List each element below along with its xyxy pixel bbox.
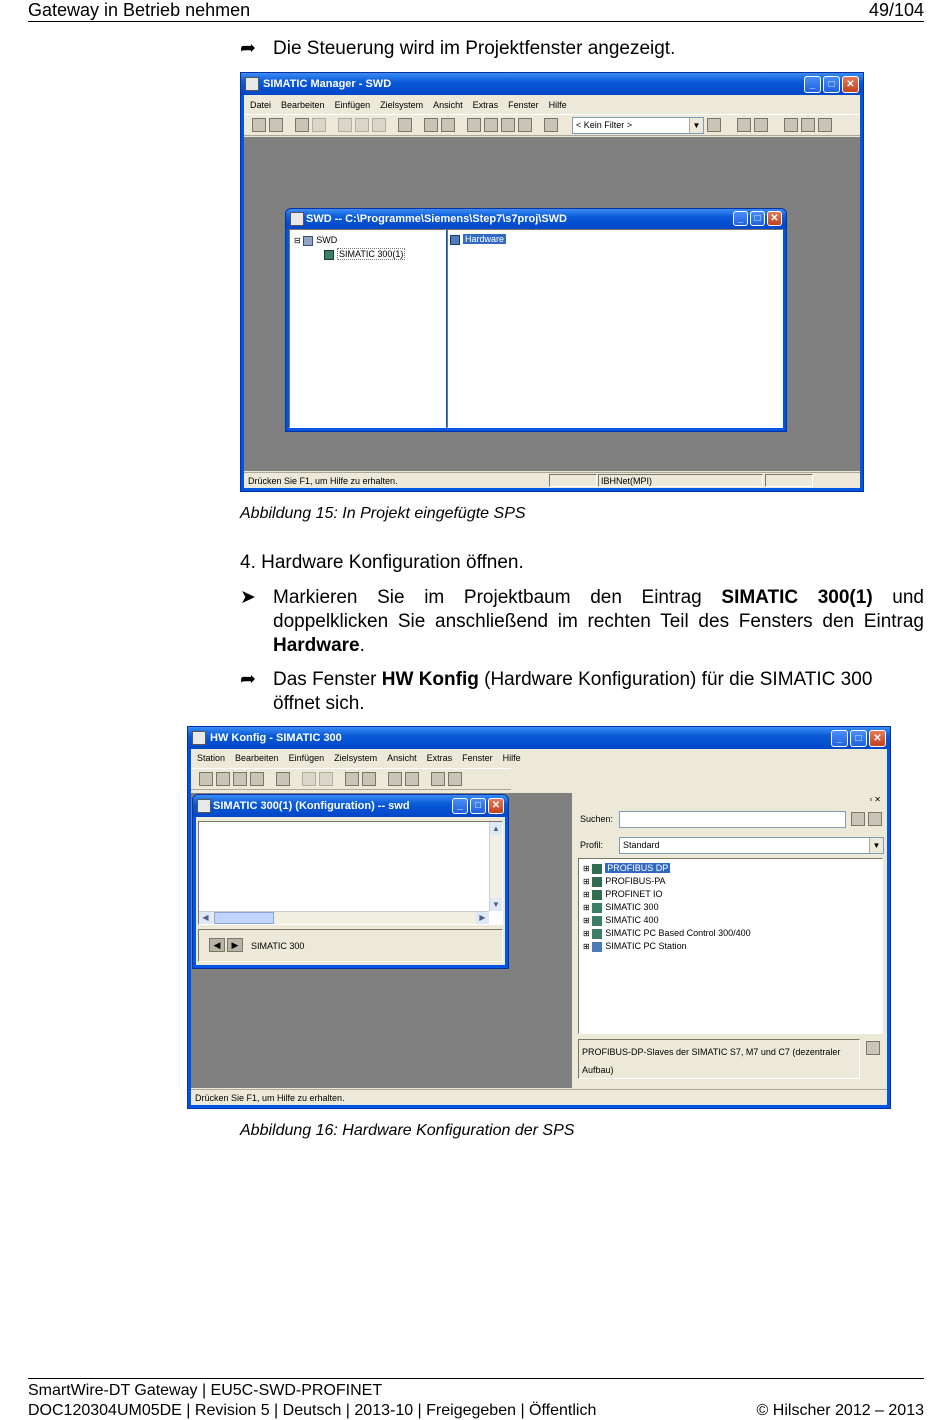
- hw-app-icon: [192, 731, 206, 745]
- figure-16-caption: Abbildung 16: Hardware Konfiguration der SPS: [240, 1122, 575, 1139]
- menu-ansicht[interactable]: Ansicht: [387, 753, 417, 763]
- online-icon[interactable]: [424, 118, 438, 132]
- rack-view: [198, 821, 503, 925]
- project-title-bar: [286, 209, 786, 229]
- hw-title-bar: [188, 727, 890, 749]
- catalog-item-simatic-400[interactable]: ⊞ SIMATIC 400: [583, 915, 659, 925]
- hw-close-button[interactable]: ✕: [869, 730, 886, 747]
- hardware-icon: [450, 235, 460, 245]
- scroll-up-icon[interactable]: ▲: [490, 822, 502, 835]
- menu-ansicht[interactable]: Ansicht: [433, 100, 463, 110]
- menu-bearbeiten[interactable]: Bearbeiten: [281, 100, 325, 110]
- project-window: [285, 208, 787, 432]
- tile-vertical-icon[interactable]: [818, 118, 832, 132]
- config-title-bar: [193, 795, 508, 817]
- status-bar: [244, 472, 860, 488]
- minimize-button[interactable]: _: [804, 76, 821, 93]
- large-icons-icon[interactable]: [467, 118, 481, 132]
- config-maximize-button[interactable]: □: [470, 798, 486, 814]
- config-icon: [197, 799, 211, 813]
- info-text: PROFIBUS-DP-Slaves der SIMATIC S7, M7 und C7 (dezentraler Aufbau): [582, 1047, 841, 1075]
- paste-icon[interactable]: [319, 772, 333, 786]
- menu-einfuegen[interactable]: Einfügen: [288, 753, 325, 763]
- profile-value: Standard: [623, 840, 660, 850]
- header-title: Gateway in Betrieb nehmen: [28, 0, 251, 20]
- search-next-icon[interactable]: [851, 812, 865, 826]
- simatic-manager-window: [240, 72, 864, 492]
- step-4: 4. Hardware Konfiguration öffnen.: [240, 552, 524, 573]
- profile-label: Profil:: [580, 840, 604, 850]
- info-toggle-icon[interactable]: [866, 1041, 880, 1055]
- network-icon[interactable]: [295, 118, 309, 132]
- small-icons-icon[interactable]: [484, 118, 498, 132]
- search-input[interactable]: [619, 811, 846, 828]
- maximize-button[interactable]: □: [823, 76, 840, 93]
- copy-icon[interactable]: [302, 772, 316, 786]
- menu-fenster[interactable]: Fenster: [462, 753, 493, 763]
- catalog-item-profinet-io[interactable]: ⊞ PROFINET IO: [583, 889, 663, 899]
- title-bar: [241, 73, 863, 95]
- menu-extras[interactable]: Extras: [426, 753, 453, 763]
- station-icon: [324, 250, 334, 260]
- menu-zielsystem[interactable]: Zielsystem: [380, 100, 424, 110]
- hw-window-title: HW Konfig - SIMATIC 300: [210, 732, 342, 744]
- footer-line-2: DOC120304UM05DE | Revision 5 | Deutsch | 2013-10 | Freigegeben | Öffentlich: [28, 1402, 597, 1419]
- accessible-nodes-icon[interactable]: [441, 118, 455, 132]
- hw-menu-bar: [191, 750, 887, 766]
- download-icon[interactable]: [345, 772, 359, 786]
- instruction-bullet-icon: ➤: [240, 587, 256, 608]
- menu-hilfe[interactable]: Hilfe: [548, 100, 567, 110]
- catalog-item-simatic-300[interactable]: ⊞ SIMATIC 300: [583, 902, 659, 912]
- catalog-pane: [574, 793, 887, 1088]
- project-minimize-button[interactable]: _: [733, 211, 748, 226]
- catalog-icon[interactable]: [431, 772, 445, 786]
- catalog-item-profibus-pa[interactable]: ⊞ PROFIBUS-PA: [583, 876, 666, 886]
- back-arrow-icon[interactable]: ◀: [209, 938, 225, 952]
- figure-15-caption: Abbildung 15: In Projekt eingefügte SPS: [240, 505, 526, 522]
- close-button[interactable]: ✕: [842, 76, 859, 93]
- copy-icon[interactable]: [355, 118, 369, 132]
- forward-arrow-icon[interactable]: ▶: [227, 938, 243, 952]
- menu-extras[interactable]: Extras: [472, 100, 499, 110]
- page-footer: [28, 1378, 924, 1420]
- new-icon[interactable]: [199, 772, 213, 786]
- project-content: [447, 229, 783, 428]
- chevron-down-icon: ▼: [869, 838, 883, 853]
- catalog-item-profibus-dp[interactable]: ⊞ PROFIBUS DP: [583, 863, 669, 873]
- hw-mdi-area: [191, 793, 572, 1088]
- filter-value: < Kein Filter >: [576, 119, 633, 130]
- profile-select[interactable]: [619, 837, 884, 854]
- tile-horizontal-icon[interactable]: [801, 118, 815, 132]
- app-icon: [245, 77, 259, 91]
- hardware-item[interactable]: Hardware: [450, 233, 506, 245]
- status-text: Drücken Sie F1, um Hilfe zu erhalten.: [248, 476, 398, 486]
- project-window-title: SWD -- C:\Programme\Siemens\Step7\s7proj\SWD: [306, 213, 567, 225]
- save-icon[interactable]: [233, 772, 247, 786]
- print-icon[interactable]: [312, 118, 326, 132]
- hw-status-text: Drücken Sie F1, um Hilfe zu erhalten.: [195, 1093, 345, 1103]
- list-icon[interactable]: [501, 118, 515, 132]
- scroll-down-icon[interactable]: ▼: [490, 898, 502, 911]
- menu-bar: [244, 97, 860, 113]
- save-compile-icon[interactable]: [250, 772, 264, 786]
- page-header: [28, 0, 924, 22]
- filter-select[interactable]: [572, 117, 704, 134]
- result-arrow-icon: ➦: [240, 669, 256, 690]
- vertical-scrollbar[interactable]: [489, 822, 502, 911]
- plc-icon: [592, 903, 602, 913]
- cascade-icon[interactable]: [784, 118, 798, 132]
- hw-status-bar: [191, 1089, 887, 1105]
- station-label: SIMATIC 300: [251, 941, 305, 951]
- scroll-right-icon[interactable]: ▶: [476, 912, 489, 924]
- open-icon[interactable]: [269, 118, 283, 132]
- cut-icon[interactable]: [338, 118, 352, 132]
- catalog-tree: [578, 858, 883, 1034]
- paste-icon[interactable]: [372, 118, 386, 132]
- print-icon[interactable]: [276, 772, 290, 786]
- scroll-left-icon[interactable]: ◀: [199, 912, 212, 924]
- catalog-item-pc-based-control[interactable]: ⊞ SIMATIC PC Based Control 300/400: [583, 928, 751, 938]
- hw-maximize-button[interactable]: □: [850, 730, 867, 747]
- pc-icon: [592, 942, 602, 952]
- footer-copyright: © Hilscher 2012 – 2013: [756, 1402, 924, 1419]
- plc-icon: [592, 916, 602, 926]
- config-window: [192, 794, 509, 969]
- pane-controls[interactable]: ▫✕: [869, 795, 883, 804]
- status-interface: IBHNet(MPI): [598, 474, 763, 487]
- catalog-item-pc-station[interactable]: ⊞ SIMATIC PC Station: [583, 941, 687, 951]
- menu-einfuegen[interactable]: Einfügen: [334, 100, 371, 110]
- upload-icon[interactable]: [362, 772, 376, 786]
- hw-toolbar: [191, 768, 511, 790]
- menu-station[interactable]: Station: [197, 753, 226, 763]
- chevron-down-icon: ▼: [689, 118, 703, 133]
- window-title: SIMATIC Manager - SWD: [263, 78, 392, 90]
- mdi-area: [244, 137, 860, 471]
- download-icon[interactable]: [398, 118, 412, 132]
- new-icon[interactable]: [252, 118, 266, 132]
- project-close-button[interactable]: ✕: [767, 211, 782, 226]
- result-text-1: Die Steuerung wird im Projektfenster angezeigt.: [273, 38, 676, 59]
- hw-konfig-window: [187, 726, 891, 1109]
- search-label: Suchen:: [580, 814, 614, 824]
- menu-hilfe[interactable]: Hilfe: [502, 753, 521, 763]
- options-icon[interactable]: [754, 118, 768, 132]
- station-bar: [198, 929, 503, 962]
- plc-icon: [592, 929, 602, 939]
- page-number: 49/104: [868, 0, 924, 20]
- details-icon[interactable]: [518, 118, 532, 132]
- menu-bearbeiten[interactable]: Bearbeiten: [235, 753, 279, 763]
- filter-icon[interactable]: [707, 118, 721, 132]
- config-close-button[interactable]: ✕: [488, 798, 504, 814]
- project-icon: [290, 212, 304, 226]
- config-window-title: SIMATIC 300(1) (Konfiguration) -- swd: [213, 800, 410, 812]
- up-folder-icon[interactable]: [544, 118, 558, 132]
- menu-fenster[interactable]: Fenster: [508, 100, 539, 110]
- project-icon: [303, 236, 313, 246]
- open-icon[interactable]: [216, 772, 230, 786]
- project-tree: [289, 229, 446, 428]
- help-icon[interactable]: [448, 772, 462, 786]
- search-prev-icon[interactable]: [868, 812, 882, 826]
- instruction-text: Markieren Sie im Projektbaum den Eintrag SIMATIC 300(1) und doppelklicken Sie anschließend im rechten Teil des Fensters den Eintrag Hardware.: [273, 587, 924, 656]
- simulation-icon[interactable]: [737, 118, 751, 132]
- result-arrow-icon: ➦: [240, 38, 256, 59]
- hw-minimize-button[interactable]: _: [831, 730, 848, 747]
- result-text-2: Das Fenster HW Konfig (Hardware Konfiguration) für die SIMATIC 300 öffnet sich.: [273, 669, 873, 714]
- tree-item-swd[interactable]: ⊟ SWD: [294, 235, 338, 245]
- config-minimize-button[interactable]: _: [452, 798, 468, 814]
- network-icon: [592, 864, 602, 874]
- overview-icon[interactable]: [388, 772, 402, 786]
- menu-datei[interactable]: Datei: [250, 100, 272, 110]
- network-icon: [592, 877, 602, 887]
- horizontal-scrollbar[interactable]: [199, 911, 489, 924]
- network-icon: [592, 890, 602, 900]
- tree-item-simatic-300[interactable]: SIMATIC 300(1): [324, 248, 405, 260]
- menu-zielsystem[interactable]: Zielsystem: [334, 753, 378, 763]
- project-maximize-button[interactable]: □: [750, 211, 765, 226]
- info-box: [578, 1039, 860, 1079]
- diagnose-icon[interactable]: [405, 772, 419, 786]
- toolbar: [244, 114, 860, 136]
- footer-line-1: SmartWire-DT Gateway | EU5C-SWD-PROFINET: [28, 1382, 383, 1399]
- scroll-thumb[interactable]: [214, 912, 274, 924]
